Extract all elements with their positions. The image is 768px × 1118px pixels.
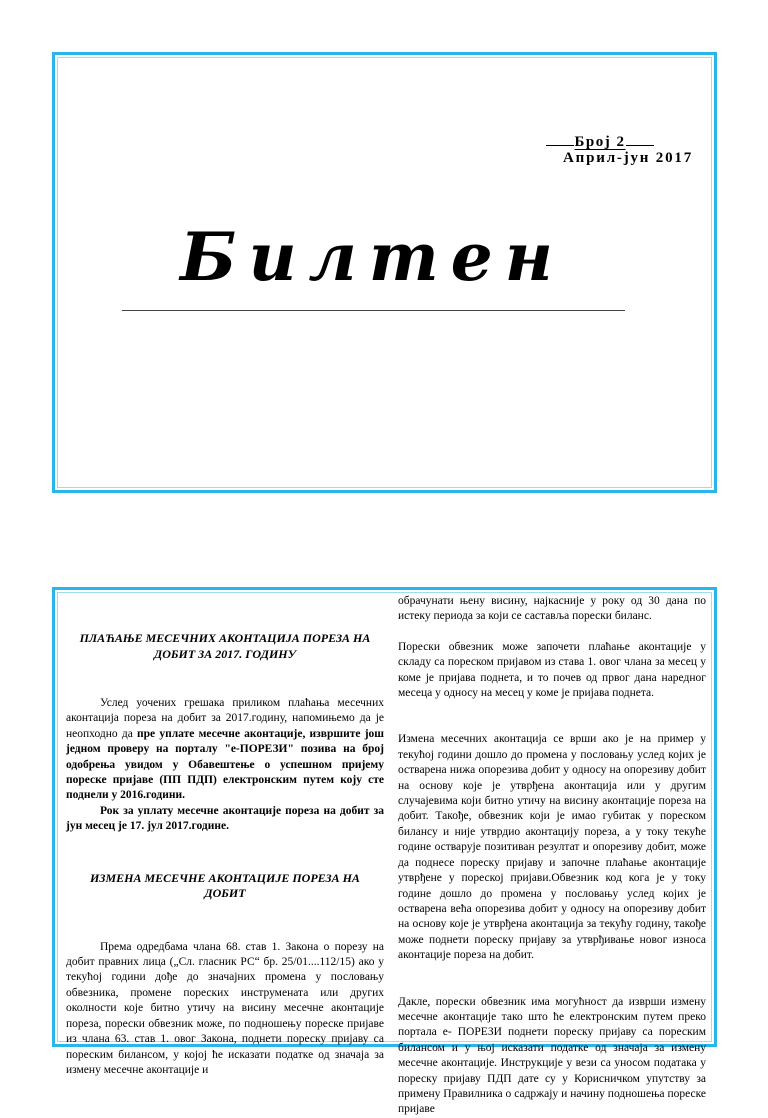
paragraph: Дакле, порески обвезник има могућност да изврши измену месечне аконтације тако што ће електронским путем преко портала е- ПОРЕЗИ поднети пореску пријаву са пореским билансом и у њој исказати податке од значаја за измену месечне аконтације. Инструкције у вези са уносом података у пореску пријаву ПДП дате су у Корисничком упутству за примену Правилника о садржају и начину подношења пореске пријаве (398, 995, 706, 1116)
title-divider (122, 310, 625, 311)
section-heading: ИЗМЕНА МЕСЕЧНЕ АКОНТАЦИЈЕ ПОРЕЗА НА ДОБИТ (90, 870, 360, 901)
paragraph-deadline: Рок за уплату месечне аконтације пореза на добит за јун месец је 17. јул 2017.године. (66, 804, 384, 833)
paragraph: Према одредбама члана 68. став 1. Закона о порезу на добит правних лица („Сл. гласник РС“ бр. 25/01....112/15) ако у текућој години дође до значајних промена у пословању обвезника, промене пореских инструмената или других околности које битно утичу на висину месечне аконтације пореза, порески обвезник може, по подношењу пореске пријаве из члана 63. став 1. овог Закона, поднети пореску пријаву са пореским билансом, у којој ће исказати податке од значаја за измену месечне аконтације и (66, 940, 384, 1076)
paragraph: Порески обвезник може започети плаћање аконтације у складу са пореском пријавом из става 1. овог члана за месец у коме је пријава поднета, и то почев од првог дана наредног месеца у односу на месец у коме је пријава поднета. (398, 640, 706, 700)
left-column (66, 600, 384, 1078)
bulletin-title: Билтен (180, 218, 565, 296)
issue-number (520, 134, 680, 151)
issue-number-text: Број 2 (574, 134, 626, 150)
paragraph: Услед уочених грешака приликом плаћања месечних аконтација пореза на добит за 2017.годину, напомињемо да је неопходно да пре уплате месечне аконтације, извршите још једном проверу на порталу "е-ПОРЕЗИ" позива на број одобрења увидом у Обавештење о успешном пријему пореске пријаве (ПП ПДП) електронским путем коју сте поднели у 2016.години. (66, 697, 384, 802)
paragraph: Измена месечних аконтација се врши ако је на пример у текућој години дошло до промена у пословању услед којих је остварена нижа опорезива добит у односу на опорезиву добит на основу које је утврђена аконтација или у другим случајевима који битно утичу на висину аконтације пореза на добит. Такође, обвезник који је имао губитак у пореском билансу и није утврдио аконтацију пореза, а у току текуће године остварује позитиван резултат и опорезиву добит, може да поднесе пореску пријаву и започне плаћање аконтације утврђене у пореској пријави.Обвезник код кога је у току године дошло до промена у пословању услед којих је остварена већа опорезива добит у односу на опорезиву добит на основу које је утврђена аконтација за текућу годину, такође може поднети пореску пријаву за утврђивање новог износа аконтације пореза на добит. (398, 733, 706, 962)
issue-period: Април-јун 2017 (563, 150, 693, 166)
paragraph: обрачунати њену висину, најкасније у року од 30 дана по истеку периода за који се саставља порески биланс. (398, 595, 706, 623)
section-heading: ПЛАЋАЊЕ МЕСЕЧНИХ АКОНТАЦИЈА ПОРЕЗА НА ДОБИТ ЗА 2017. ГОДИНУ (79, 631, 371, 661)
right-column (398, 594, 706, 1118)
